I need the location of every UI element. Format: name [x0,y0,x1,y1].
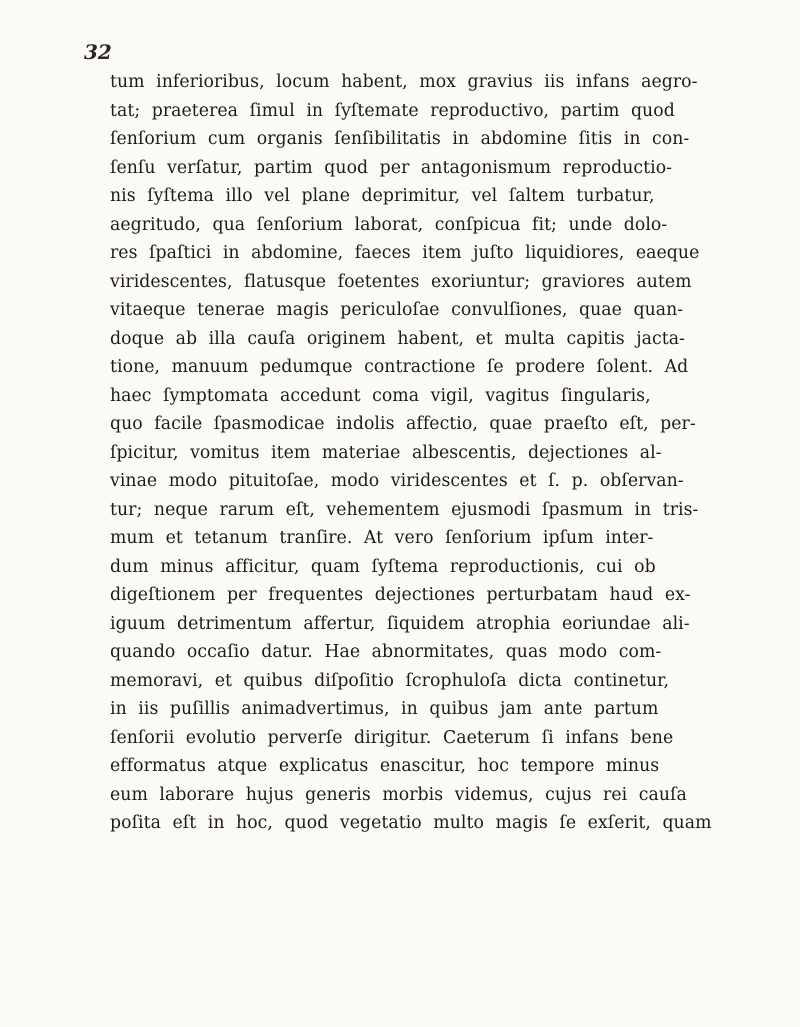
text-line: nis ſyſtema illo vel plane deprimitur, vel ſaltem turbatur, [110,186,655,206]
text-line: dum minus afficitur, quam ſyſtema reproductionis, cui ob [110,556,656,577]
page-number: 32 [84,40,112,64]
text-line: in iis puſillis animadvertimus, in quibus jam ante partum [110,699,659,719]
text-line: poſita eſt in hoc, quod vegetatio multo magis ſe exſerit, quam [110,813,712,833]
text-line: tum inferioribus, locum habent, mox gravius iis infans aegro- [110,72,698,92]
text-line: ſpicitur, vomitus item materiae albescentis, dejectiones al- [110,442,662,463]
text-line: memoravi, et quibus diſpoſitio ſcrophuloſa dicta continetur, [110,670,670,691]
text-line: quando occaſio datur. Hae abnormitates, quas modo com- [110,642,662,662]
text-line: vitaeque tenerae magis periculoſae convulſiones, quae quan- [110,300,684,320]
text-line: iguum detrimentum affertur, ſiquidem atrophia eoriundae ali- [110,613,690,634]
text-line: efformatus atque explicatus enascitur, hoc tempore minus [110,756,660,776]
text-line: quo facile ſpasmodicae indolis affectio, quae praeſto eſt, per- [110,414,696,434]
text-line: eum laborare hujus generis morbis videmus, cujus rei cauſa [110,784,687,805]
text-line: doque ab illa cauſa originem habent, et multa capitis jacta- [110,328,685,349]
body-text [110,68,780,838]
text-line: digeſtionem per frequentes dejectiones perturbatam haud ex- [110,585,691,605]
text-line: haec ſymptomata accedunt coma vigil, vagitus ſingularis, [110,385,651,406]
text-line: ſenſu verſatur, partim quod per antagonismum reproductio- [110,157,673,178]
text-line: tat; praeterea ſimul in ſyſtemate reproductivo, partim quod [110,100,675,121]
text-line: tione, manuum pedumque contractione ſe prodere ſolent. Ad [110,357,689,377]
text-line: vinae modo pituitoſae, modo viridescentes et ſ. p. obſervan- [110,471,684,491]
text-line: ſenſorii evolutio perverſe dirigitur. Caeterum ſi infans bene [110,727,674,748]
text-line: ſenſorium cum organis ſenſibilitatis in abdomine ſitis in con- [110,129,690,149]
text-line: viridescentes, flatusque foetentes exoriuntur; graviores autem [110,271,692,292]
text-line: res ſpaſtici in abdomine, faeces item juſto liquidiores, eaeque [110,243,700,263]
text-line: tur; neque rarum eſt, vehementem ejusmodi ſpasmum in tris- [110,499,699,520]
text-line: aegritudo, qua ſenſorium laborat, conſpicua fit; unde dolo- [110,214,668,235]
text-line: mum et tetanum tranſire. At vero ſenſorium ipſum inter- [110,528,654,548]
